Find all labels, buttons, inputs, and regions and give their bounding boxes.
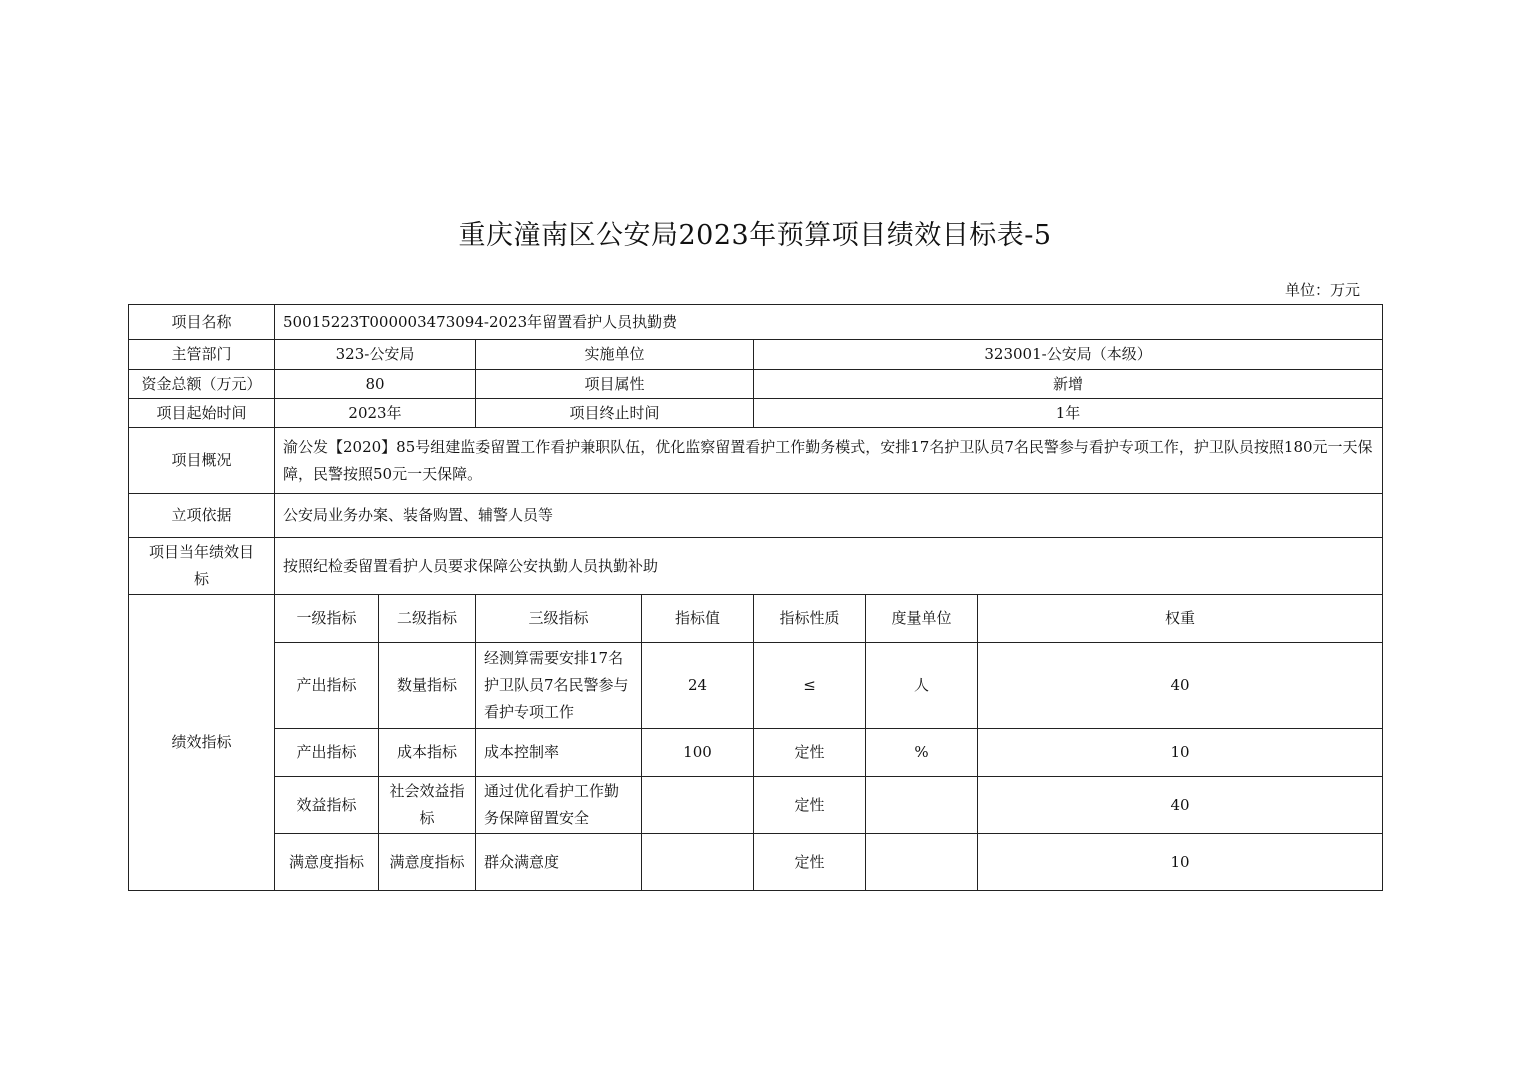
header-level1: 一级指标 — [275, 595, 379, 643]
indicator-level2: 社会效益指标 — [379, 777, 476, 834]
indicator-weight: 10 — [978, 834, 1383, 891]
row-goal — [129, 538, 1383, 595]
indicator-level1: 满意度指标 — [275, 834, 379, 891]
indicator-level2: 数量指标 — [379, 643, 476, 729]
indicator-value — [642, 834, 754, 891]
basis-label: 立项依据 — [129, 494, 275, 538]
header-level3: 三级指标 — [476, 595, 642, 643]
overview-label: 项目概况 — [129, 428, 275, 494]
header-nature: 指标性质 — [754, 595, 866, 643]
indicator-unit: 人 — [866, 643, 978, 729]
indicator-unit — [866, 777, 978, 834]
performance-target-table — [128, 304, 1383, 891]
indicator-level1: 产出指标 — [275, 729, 379, 777]
dept-value: 323-公安局 — [275, 340, 476, 370]
goal-value: 按照纪检委留置看护人员要求保障公安执勤人员执勤补助 — [275, 538, 1383, 595]
project-name-value: 50015223T000003473094-2023年留置看护人员执勤费 — [275, 305, 1383, 340]
indicator-unit: % — [866, 729, 978, 777]
indicator-level2: 成本指标 — [379, 729, 476, 777]
start-value: 2023年 — [275, 399, 476, 428]
dept-label: 主管部门 — [129, 340, 275, 370]
indicator-level3: 通过优化看护工作勤务保障留置安全 — [476, 777, 642, 834]
impl-value: 323001-公安局（本级） — [754, 340, 1383, 370]
indicator-level1: 产出指标 — [275, 643, 379, 729]
indicator-row — [129, 643, 1383, 729]
indicator-level3: 经测算需要安排17名护卫队员7名民警参与看护专项工作 — [476, 643, 642, 729]
header-level2: 二级指标 — [379, 595, 476, 643]
row-project-name — [129, 305, 1383, 340]
fund-value: 80 — [275, 370, 476, 399]
indicator-nature: ≤ — [754, 643, 866, 729]
end-label: 项目终止时间 — [476, 399, 754, 428]
row-department — [129, 340, 1383, 370]
indicator-level3: 成本控制率 — [476, 729, 642, 777]
header-weight: 权重 — [978, 595, 1383, 643]
indicator-unit — [866, 834, 978, 891]
indicator-level2: 满意度指标 — [379, 834, 476, 891]
indicator-header-row — [129, 595, 1383, 643]
indicator-row — [129, 729, 1383, 777]
goal-label: 项目当年绩效目标 — [129, 538, 275, 595]
indicator-nature: 定性 — [754, 729, 866, 777]
indicator-nature: 定性 — [754, 777, 866, 834]
indicator-value: 24 — [642, 643, 754, 729]
indicator-level1: 效益指标 — [275, 777, 379, 834]
project-name-label: 项目名称 — [129, 305, 275, 340]
indicator-value: 100 — [642, 729, 754, 777]
start-label: 项目起始时间 — [129, 399, 275, 428]
row-time — [129, 399, 1383, 428]
row-basis — [129, 494, 1383, 538]
overview-value: 渝公发【2020】85号组建监委留置工作看护兼职队伍，优化监察留置看护工作勤务模式，安排17名护卫队员7名民警参与看护专项工作，护卫队员按照180元一天保障，民警按照50元一天保障。 — [275, 428, 1383, 494]
attr-label: 项目属性 — [476, 370, 754, 399]
indicator-weight: 10 — [978, 729, 1383, 777]
indicator-value — [642, 777, 754, 834]
impl-label: 实施单位 — [476, 340, 754, 370]
indicator-level3: 群众满意度 — [476, 834, 642, 891]
indicator-nature: 定性 — [754, 834, 866, 891]
indicator-weight: 40 — [978, 643, 1383, 729]
row-overview — [129, 428, 1383, 494]
header-value: 指标值 — [642, 595, 754, 643]
header-unit: 度量单位 — [866, 595, 978, 643]
indicator-row — [129, 777, 1383, 834]
row-fund — [129, 370, 1383, 399]
basis-value: 公安局业务办案、装备购置、辅警人员等 — [275, 494, 1383, 538]
fund-label: 资金总额（万元） — [129, 370, 275, 399]
page-title: 重庆潼南区公安局2023年预算项目绩效目标表-5 — [458, 220, 1052, 251]
indicators-section-label: 绩效指标 — [129, 595, 275, 891]
indicator-row — [129, 834, 1383, 891]
end-value: 1年 — [754, 399, 1383, 428]
indicator-weight: 40 — [978, 777, 1383, 834]
unit-label: 单位：万元 — [1285, 281, 1361, 299]
attr-value: 新增 — [754, 370, 1383, 399]
